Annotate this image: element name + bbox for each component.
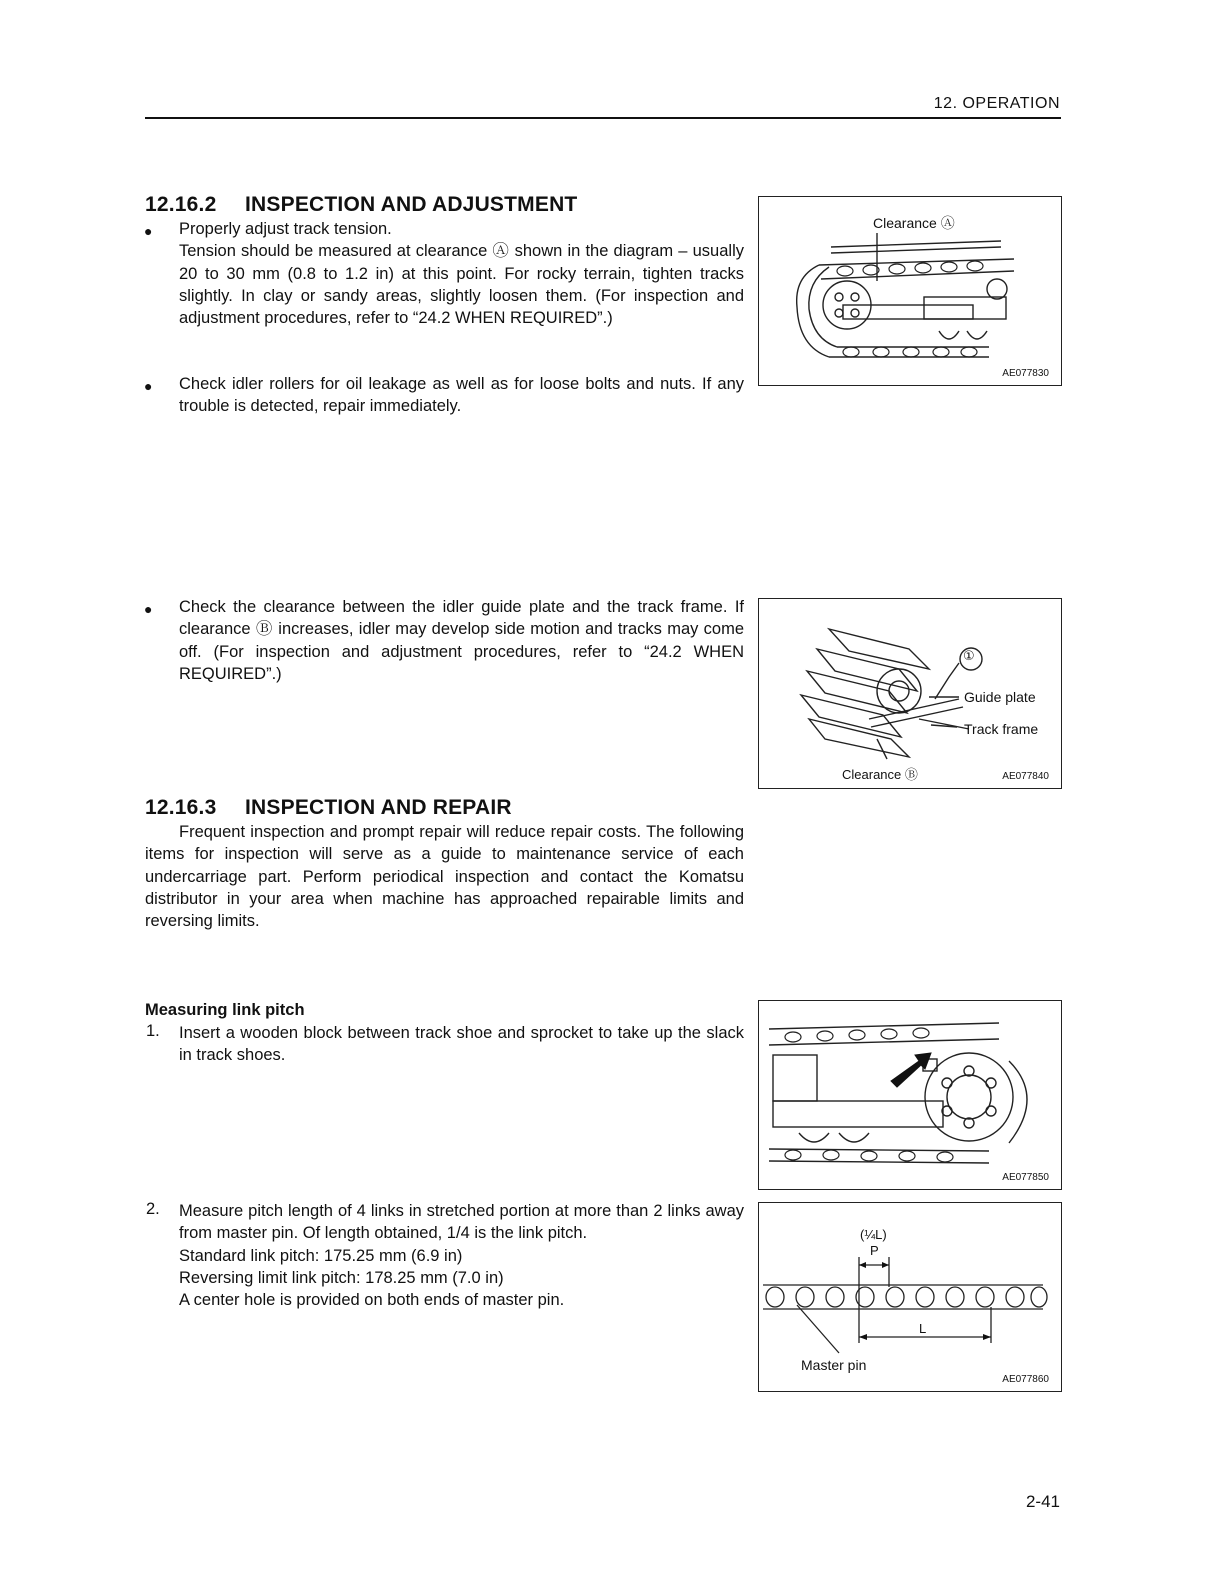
- section-header: 12. OPERATION: [933, 95, 1060, 112]
- bullet-tension-lead: Properly adjust track tension.: [179, 220, 392, 238]
- inspection-repair-text: Frequent inspection and prompt repair will reduce repair costs. The following items for inspection will serve as a guide to maintenance service of each undercarriage part. Perform periodical inspection and contact the Komatsu distributor in your area when machine has approached repairable limits and reversing limits.: [145, 823, 744, 931]
- figure-link-pitch: [758, 1202, 1062, 1392]
- header-rule: [145, 117, 1061, 119]
- heading-12-16-2: [145, 193, 577, 217]
- figure-code: AE077860: [1002, 1374, 1049, 1385]
- guide-plate-label: Guide plate: [964, 689, 1036, 705]
- bullet-guide-plate: Check the clearance between the idler guide plate and the track frame. If clearance Ⓑ increases, idler may develop side motion and tracks may come off. (For inspection and adjustment procedures, refer to “24.2 WHEN REQUIRED”.): [179, 598, 744, 683]
- heading-title: INSPECTION AND REPAIR: [245, 796, 512, 819]
- step-2-text: Measure pitch length of 4 links in stretched portion at more than 2 links away from master pin. Of length obtained, 1/4 is the link pitch.: [179, 1202, 744, 1243]
- figure-code: AE077840: [1002, 771, 1049, 782]
- bullet-icon: ●: [144, 223, 153, 239]
- standard-link-pitch: Standard link pitch: 175.25 mm (6.9 in): [179, 1246, 463, 1265]
- step-number: 2.: [146, 1200, 160, 1218]
- figure-wooden-block: [758, 1000, 1062, 1190]
- bullet-tension-body: Tension should be measured at clearance Ⓐ shown in the diagram – usually 20 to 30 mm (0.8 to 1.2 in) at this point. For rocky terrain, tighten tracks slightly. In clay or sandy areas, slightly loosen them. (For inspection and adjustment procedures, refer to “24.2 WHEN REQUIRED”.): [179, 242, 744, 328]
- quarter-l-label: (¼L): [860, 1227, 887, 1242]
- clearance-a-label: Clearance Ⓐ: [873, 215, 955, 231]
- figure-code: AE077850: [1002, 1172, 1049, 1183]
- heading-measuring-link-pitch: Measuring link pitch: [145, 1001, 305, 1019]
- wooden-block-drawing: [759, 1001, 1061, 1189]
- step-2: [179, 1200, 744, 1311]
- bullet-idler-rollers: Check idler rollers for oil leakage as well as for loose bolts and nuts. If any trouble is detected, repair immediately.: [179, 375, 744, 416]
- length-l-label: L: [919, 1321, 927, 1336]
- heading-12-16-3: [145, 796, 512, 820]
- pitch-p-label: P: [870, 1243, 879, 1258]
- figure-track-tension: [758, 196, 1062, 386]
- center-hole-note: A center hole is provided on both ends of master pin.: [179, 1291, 565, 1310]
- clearance-b-label: Clearance Ⓑ: [842, 767, 918, 782]
- step-1-text: Insert a wooden block between track shoe and sprocket to take up the slack in track shoes.: [179, 1024, 744, 1065]
- master-pin-label: Master pin: [801, 1357, 867, 1373]
- heading-title: INSPECTION AND ADJUSTMENT: [245, 193, 578, 216]
- bullet-tension: [179, 218, 744, 329]
- figure-code: AE077830: [1002, 368, 1049, 379]
- step-number: 1.: [146, 1022, 160, 1040]
- bullet-icon: ●: [144, 601, 153, 617]
- marker-1: ①: [963, 648, 975, 663]
- track-frame-label: Track frame: [964, 721, 1039, 737]
- reversing-limit-link-pitch: Reversing limit link pitch: 178.25 mm (7.0 in): [179, 1268, 504, 1287]
- heading-number: 12.16.3: [145, 796, 217, 819]
- bullet-icon: ●: [144, 378, 153, 394]
- figure-guide-plate: [758, 598, 1062, 789]
- heading-number: 12.16.2: [145, 193, 217, 216]
- page-number: 2-41: [1025, 1492, 1060, 1511]
